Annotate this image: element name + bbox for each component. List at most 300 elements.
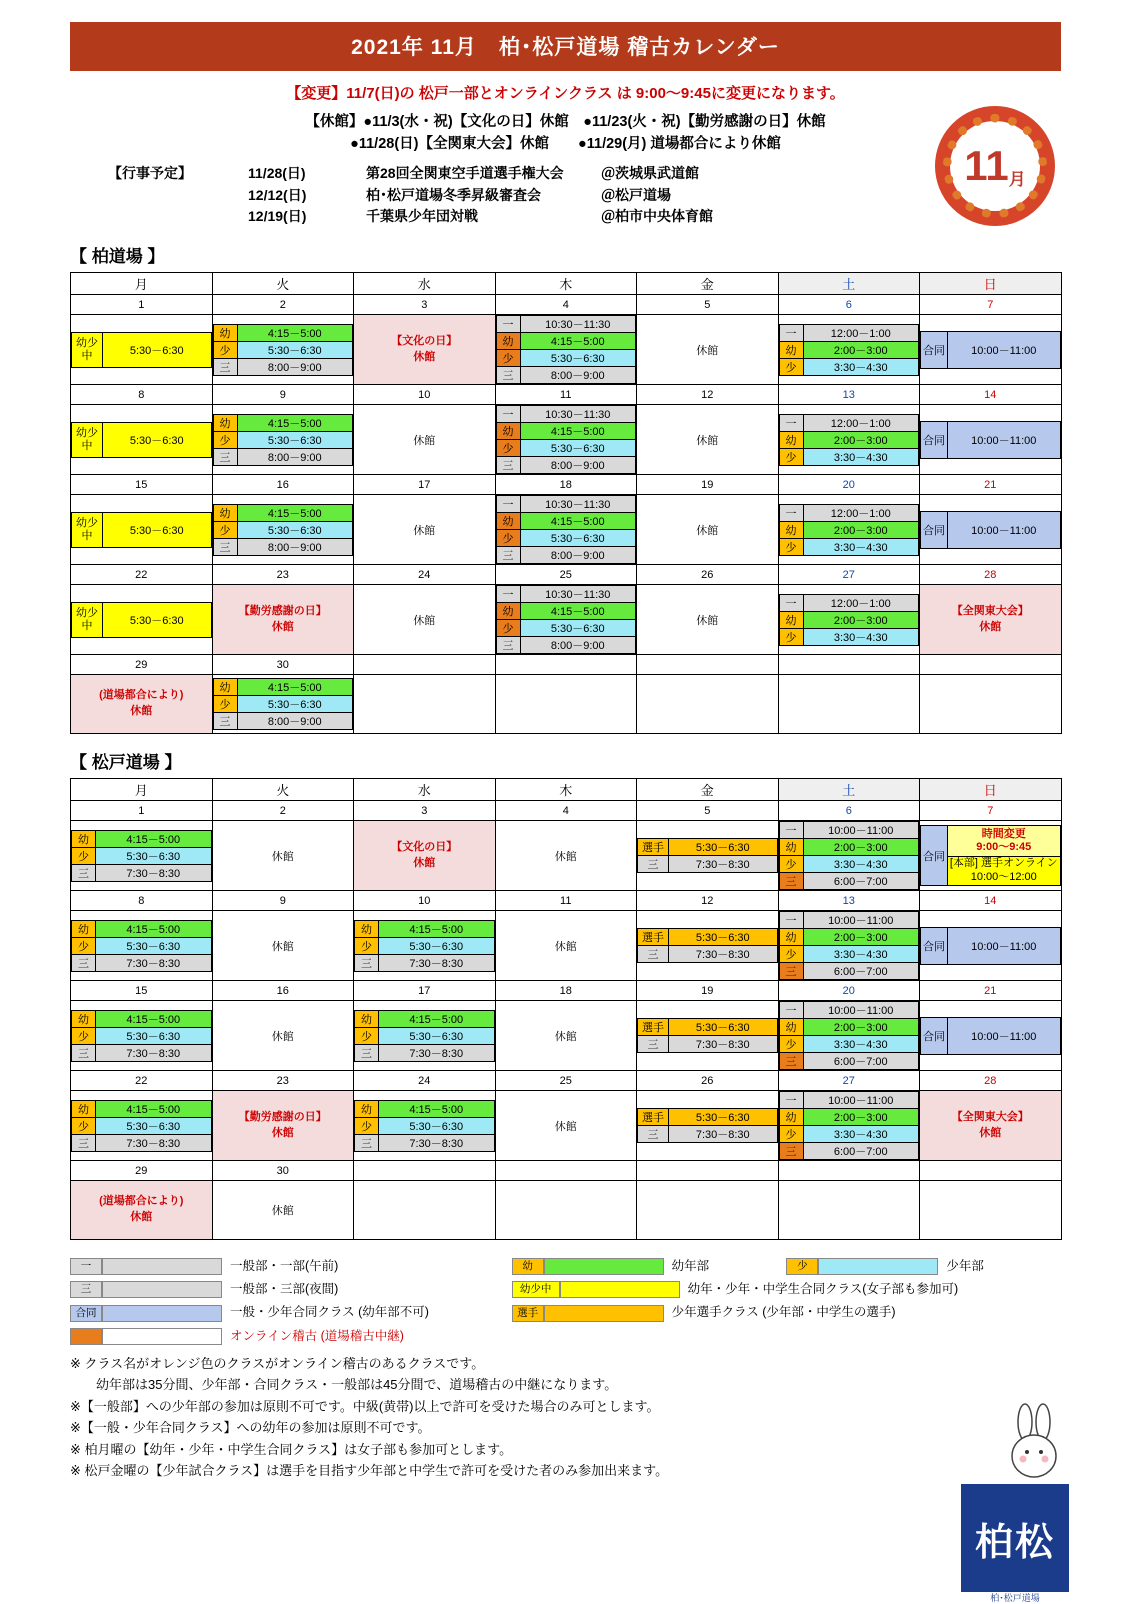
calendar-cell-closed: 休館 xyxy=(354,405,496,475)
calendar-cell-classes[interactable] xyxy=(71,585,213,655)
class-tag: 選手 xyxy=(638,1109,669,1126)
day-number: 3 xyxy=(354,801,496,821)
class-tag: 幼 xyxy=(72,1010,96,1027)
class-tag: 選手 xyxy=(638,929,669,946)
class-tag-joint: 合同 xyxy=(921,826,948,886)
class-tag: 三 xyxy=(72,954,96,971)
calendar-cell-classes[interactable] xyxy=(778,1001,920,1071)
calendar-cell-empty xyxy=(778,675,920,734)
weekday-header: 月 xyxy=(71,273,213,295)
calendar-cell-classes[interactable] xyxy=(71,315,213,385)
class-time: 12:00－1:00 xyxy=(803,414,919,431)
class-tag: 三 xyxy=(496,457,520,474)
weekday-header: 金 xyxy=(637,273,779,295)
class-time: 8:00－9:00 xyxy=(237,448,353,465)
legend-label-shonen: 少年部 xyxy=(946,1259,984,1273)
class-tag: 三 xyxy=(496,637,520,654)
day-number xyxy=(495,1161,637,1181)
legend-label-younen: 幼年部 xyxy=(671,1259,710,1273)
calendar-cell-joint-class[interactable] xyxy=(920,405,1062,475)
day-number: 21 xyxy=(920,981,1062,1001)
day-number: 12 xyxy=(637,891,779,911)
event-place: ＠松戸道場 xyxy=(601,186,671,203)
class-time: 8:00－9:00 xyxy=(520,547,636,564)
class-tag-joint: 合同 xyxy=(921,511,948,548)
class-time: 5:30－6:30 xyxy=(520,530,636,547)
honbu-online-note: [本部] 選手オンライン 10:00〜12:00 xyxy=(948,857,1061,886)
class-tag-joint: 合同 xyxy=(921,927,948,964)
day-number: 19 xyxy=(637,981,779,1001)
day-number: 11 xyxy=(495,385,637,405)
legend-label-goudou: 一般・少年合同クラス (幼年部不可) xyxy=(230,1305,429,1320)
class-time: 4:15－5:00 xyxy=(237,414,353,431)
calendar-cell-joint-class[interactable] xyxy=(920,911,1062,981)
weekday-header: 火 xyxy=(212,779,354,801)
class-time: 5:30－6:30 xyxy=(379,1117,495,1134)
class-time: 4:15－5:00 xyxy=(520,513,636,530)
class-time: 4:15－5:00 xyxy=(237,504,353,521)
legend-item-online xyxy=(70,1324,1061,1347)
class-tag: 選手 xyxy=(638,1019,669,1036)
class-time: 7:30－8:30 xyxy=(669,856,778,873)
calendar-cell-holiday-closed xyxy=(354,315,496,385)
day-number: 22 xyxy=(71,565,213,585)
class-time: 12:00－1:00 xyxy=(803,504,919,521)
class-tag: 一 xyxy=(779,1092,803,1109)
calendar-cell-closed: 休館 xyxy=(212,1001,354,1071)
calendar-cell-classes[interactable] xyxy=(637,1091,779,1161)
closure-notice xyxy=(70,111,1061,156)
footnote-4: ※【一般・少年合同クラス】への幼年の参加は原則不可です。 xyxy=(70,1420,431,1436)
calendar-cell-classes[interactable] xyxy=(495,495,637,565)
class-time: 5:30－6:30 xyxy=(520,350,636,367)
day-number: 8 xyxy=(71,891,213,911)
calendar-cell-empty xyxy=(920,675,1062,734)
kashiwa-table xyxy=(70,272,1062,734)
class-tag: 幼 xyxy=(213,414,237,431)
class-time: 4:15－5:00 xyxy=(379,1010,495,1027)
event-name: 第28回全関東空手道選手権大会 xyxy=(366,164,564,181)
class-tag: 一 xyxy=(779,1002,803,1019)
event-name: 千葉県少年団対戦 xyxy=(366,208,478,225)
class-tag: 幼 xyxy=(355,1100,379,1117)
class-time: 7:30－8:30 xyxy=(96,954,212,971)
class-tag: 三 xyxy=(355,1044,379,1061)
class-tag: 少 xyxy=(72,1027,96,1044)
legend-item-goudou-kids xyxy=(512,1277,1061,1300)
day-number: 14 xyxy=(920,385,1062,405)
calendar-cell-joint-class[interactable] xyxy=(920,315,1062,385)
holiday-text: 休館 xyxy=(413,350,436,363)
calendar-cell-joint-class[interactable] xyxy=(920,1001,1062,1071)
calendar-cell-closed: 休館 xyxy=(212,1181,354,1240)
day-number: 30 xyxy=(212,655,354,675)
class-tag: 三 xyxy=(638,1036,669,1053)
calendar-cell-closed: 休館 xyxy=(495,821,637,891)
calendar-cell-classes[interactable] xyxy=(637,1001,779,1071)
weekday-header: 火 xyxy=(212,273,354,295)
class-tag: 幼少 中 xyxy=(72,602,103,637)
calendar-cell-classes[interactable] xyxy=(495,315,637,385)
holiday-text: 休館 xyxy=(979,1126,1002,1139)
event-schedule xyxy=(70,163,1061,228)
class-time: 5:30－6:30 xyxy=(237,521,353,538)
day-number: 27 xyxy=(778,565,920,585)
legend-bar-ippan-3 xyxy=(102,1281,222,1298)
legend-item-ippan-1 xyxy=(70,1254,512,1277)
class-tag: 少 xyxy=(496,530,520,547)
change-notice: 【変更】11/7(日)の 松戸一部とオンラインクラス は 9:00〜9:45に変更になります。 xyxy=(286,85,845,102)
class-tag: 少 xyxy=(72,1117,96,1134)
class-time: 10:30－11:30 xyxy=(520,406,636,423)
legend-bar-goudou-kids xyxy=(560,1281,680,1298)
calendar-cell-classes[interactable] xyxy=(778,405,920,475)
class-time: 4:15－5:00 xyxy=(96,1010,212,1027)
class-tag: 少 xyxy=(779,538,803,555)
class-tag: 少 xyxy=(355,1117,379,1134)
class-tag: 三 xyxy=(496,367,520,384)
class-tag: 幼 xyxy=(213,679,237,696)
day-number xyxy=(354,655,496,675)
class-time: 3:30－4:30 xyxy=(803,1126,919,1143)
legend xyxy=(70,1254,1061,1347)
calendar-cell-holiday-closed xyxy=(354,821,496,891)
day-number: 24 xyxy=(354,565,496,585)
footnote-3: ※【一般部】への少年部の参加は原則不可です。中級(黄帯)以上で許可を受けた場合のみ可とします。 xyxy=(70,1398,660,1414)
class-tag: 少 xyxy=(779,358,803,375)
class-time: 8:00－9:00 xyxy=(520,367,636,384)
day-number: 27 xyxy=(778,1071,920,1091)
class-time: 12:00－1:00 xyxy=(803,594,919,611)
month-number: 11 xyxy=(964,142,1009,189)
class-time: 4:15－5:00 xyxy=(520,333,636,350)
day-number: 2 xyxy=(212,295,354,315)
holiday-text: 【文化の日】 xyxy=(391,840,458,853)
legend-chip-goudou-kids: 幼少中 xyxy=(512,1281,560,1298)
day-number: 3 xyxy=(354,295,496,315)
class-tag: 少 xyxy=(72,847,96,864)
legend-chip-online xyxy=(70,1328,102,1345)
class-time: 2:00－3:00 xyxy=(803,1019,919,1036)
class-time: 5:30－6:30 xyxy=(96,1027,212,1044)
class-tag: 三 xyxy=(638,856,669,873)
class-time-joint: 10:00－11:00 xyxy=(948,927,1061,964)
day-number: 21 xyxy=(920,475,1062,495)
calendar-cell-classes[interactable] xyxy=(778,911,920,981)
calendar-cell-classes[interactable] xyxy=(495,585,637,655)
event-date: 12/12(日) xyxy=(248,186,307,203)
event-row xyxy=(108,163,1061,185)
day-number: 13 xyxy=(778,891,920,911)
day-number: 8 xyxy=(71,385,213,405)
class-time: 4:15－5:00 xyxy=(96,920,212,937)
class-tag: 幼 xyxy=(779,1019,803,1036)
day-number: 15 xyxy=(71,475,213,495)
class-time: 3:30－4:30 xyxy=(803,358,919,375)
class-tag: 幼 xyxy=(779,1109,803,1126)
calendar-cell-classes[interactable] xyxy=(778,495,920,565)
calendar-cell-closed: 休館 xyxy=(212,911,354,981)
day-number: 13 xyxy=(778,385,920,405)
class-tag: 少 xyxy=(779,1036,803,1053)
calendar-cell-classes[interactable] xyxy=(212,405,354,475)
class-tag: 少 xyxy=(496,350,520,367)
class-tag: 三 xyxy=(72,1044,96,1061)
day-number: 23 xyxy=(212,1071,354,1091)
class-time: 2:00－3:00 xyxy=(803,839,919,856)
legend-chip-senshu: 選手 xyxy=(512,1305,544,1322)
class-time: 7:30－8:30 xyxy=(669,946,778,963)
day-number: 26 xyxy=(637,565,779,585)
day-number: 4 xyxy=(495,295,637,315)
day-number: 5 xyxy=(637,801,779,821)
class-tag: 少 xyxy=(213,696,237,713)
day-number: 18 xyxy=(495,475,637,495)
closure-line-1: 【休館】●11/3(水・祝)【文化の日】休館 ●11/23(火・祝)【勤労感謝の日】休館 xyxy=(305,114,826,130)
class-time: 5:30－6:30 xyxy=(669,1019,778,1036)
day-number: 4 xyxy=(495,801,637,821)
legend-label-goudou-kids: 幼年・少年・中学生合同クラス(女子部も参加可) xyxy=(687,1282,959,1297)
class-tag: 三 xyxy=(213,358,237,375)
calendar-cell-classes[interactable] xyxy=(212,495,354,565)
legend-bar-goudou xyxy=(102,1305,222,1322)
day-number: 29 xyxy=(71,655,213,675)
class-tag: 幼少 中 xyxy=(72,422,103,457)
class-time: 2:00－3:00 xyxy=(803,611,919,628)
day-number: 19 xyxy=(637,475,779,495)
day-number: 6 xyxy=(778,801,920,821)
calendar-cell-classes[interactable] xyxy=(354,1001,496,1071)
event-row xyxy=(108,206,1061,228)
day-number: 17 xyxy=(354,475,496,495)
calendar-cell-sunday-special[interactable] xyxy=(920,821,1062,891)
calendar-cell-classes[interactable] xyxy=(354,1091,496,1161)
class-tag: 幼 xyxy=(496,603,520,620)
legend-item-shonen xyxy=(786,1254,1061,1277)
day-number xyxy=(637,1161,779,1181)
day-number: 16 xyxy=(212,981,354,1001)
class-time: 7:30－8:30 xyxy=(96,1134,212,1151)
class-time: 8:00－9:00 xyxy=(237,713,353,730)
weekday-header: 日 xyxy=(920,779,1062,801)
class-tag: 少 xyxy=(779,946,803,963)
class-tag: 一 xyxy=(779,504,803,521)
class-tag: 三 xyxy=(355,954,379,971)
class-tag: 一 xyxy=(779,594,803,611)
calendar-cell-closed: 休館 xyxy=(637,585,779,655)
class-time: 5:30－6:30 xyxy=(103,602,212,637)
calendar-cell-classes[interactable] xyxy=(778,1091,920,1161)
calendar-cell-empty xyxy=(495,1181,637,1240)
class-time: 7:30－8:30 xyxy=(379,954,495,971)
calendar-cell-holiday-closed xyxy=(920,1091,1062,1161)
calendar-cell-classes[interactable] xyxy=(495,405,637,475)
time-change-note: 時間変更 9:00〜9:45 xyxy=(948,826,1061,857)
day-number: 10 xyxy=(354,385,496,405)
day-number: 24 xyxy=(354,1071,496,1091)
class-time: 7:30－8:30 xyxy=(669,1126,778,1143)
calendar-cell-empty xyxy=(495,675,637,734)
class-time: 5:30－6:30 xyxy=(96,847,212,864)
calendar-cell-empty xyxy=(354,675,496,734)
class-time: 5:30－6:30 xyxy=(520,440,636,457)
class-time: 4:15－5:00 xyxy=(379,1100,495,1117)
legend-chip-younen: 幼 xyxy=(512,1258,544,1275)
calendar-cell-classes[interactable] xyxy=(637,911,779,981)
class-tag: 三 xyxy=(72,864,96,881)
calendar-cell-classes[interactable] xyxy=(637,821,779,891)
class-time: 5:30－6:30 xyxy=(237,431,353,448)
holiday-text: 休館 xyxy=(130,1211,153,1223)
calendar-cell-classes[interactable] xyxy=(71,821,213,891)
class-time: 5:30－6:30 xyxy=(96,1117,212,1134)
dojo-seal: 柏松 xyxy=(961,1484,1069,1592)
calendar-cell-classes[interactable] xyxy=(71,911,213,981)
legend-label-senshu: 少年選手クラス (少年部・中学生の選手) xyxy=(671,1305,896,1320)
class-time: 2:00－3:00 xyxy=(803,1109,919,1126)
class-time: 3:30－4:30 xyxy=(803,1036,919,1053)
class-time: 6:00－7:00 xyxy=(803,873,919,890)
calendar-cell-joint-class[interactable] xyxy=(920,495,1062,565)
day-number: 10 xyxy=(354,891,496,911)
class-time: 3:30－4:30 xyxy=(803,538,919,555)
class-time-joint: 10:00－11:00 xyxy=(948,1017,1061,1054)
weekday-header: 水 xyxy=(354,273,496,295)
day-number xyxy=(778,655,920,675)
month-suffix: 月 xyxy=(1008,169,1026,189)
autumn-leaf-wreath-icon xyxy=(921,98,1069,238)
calendar-cell-empty xyxy=(637,1181,779,1240)
legend-label-ippan-3: 一般部・三部(夜間) xyxy=(230,1282,339,1297)
class-tag: 三 xyxy=(638,946,669,963)
day-number: 15 xyxy=(71,981,213,1001)
class-tag: 少 xyxy=(779,448,803,465)
class-time: 7:30－8:30 xyxy=(669,1036,778,1053)
calendar-cell-classes[interactable] xyxy=(778,821,920,891)
day-number xyxy=(637,655,779,675)
day-number: 5 xyxy=(637,295,779,315)
event-date: 12/19(日) xyxy=(248,208,307,225)
class-time: 5:30－6:30 xyxy=(103,512,212,547)
calendar-cell-holiday-closed xyxy=(71,675,213,734)
class-time: 5:30－6:30 xyxy=(520,620,636,637)
class-time: 5:30－6:30 xyxy=(379,937,495,954)
calendar-cell-holiday-closed xyxy=(212,585,354,655)
class-tag: 少 xyxy=(779,856,803,873)
class-time: 5:30－6:30 xyxy=(103,332,212,367)
matsudo-section-title: 【 松戸道場 】 xyxy=(70,753,182,772)
event-place: ＠柏市中央体育館 xyxy=(601,208,713,225)
class-tag: 幼 xyxy=(496,423,520,440)
weekday-header: 水 xyxy=(354,779,496,801)
class-tag: 幼 xyxy=(72,920,96,937)
day-number: 22 xyxy=(71,1071,213,1091)
calendar-cell-classes[interactable] xyxy=(778,585,920,655)
day-number xyxy=(920,655,1062,675)
class-tag: 一 xyxy=(779,414,803,431)
class-tag: 幼 xyxy=(779,611,803,628)
calendar-cell-classes[interactable] xyxy=(212,675,354,734)
legend-chip-goudou: 合同 xyxy=(70,1305,102,1322)
class-tag: 三 xyxy=(779,873,803,890)
day-number xyxy=(778,1161,920,1181)
weekday-header: 土 xyxy=(778,779,920,801)
day-number: 1 xyxy=(71,295,213,315)
class-tag: 幼 xyxy=(779,839,803,856)
holiday-text: (道場都合により) xyxy=(99,1195,184,1208)
legend-chip-shonen: 少 xyxy=(786,1258,818,1275)
class-time: 3:30－4:30 xyxy=(803,448,919,465)
class-tag: 幼少 中 xyxy=(72,332,103,367)
class-tag: 三 xyxy=(779,1053,803,1070)
class-tag: 幼 xyxy=(779,521,803,538)
class-tag: 少 xyxy=(496,440,520,457)
holiday-text: 休館 xyxy=(271,620,294,633)
holiday-text: 【勤労感謝の日】 xyxy=(238,1110,327,1123)
class-tag: 三 xyxy=(355,1134,379,1151)
class-tag: 幼 xyxy=(355,920,379,937)
closure-line-2: ●11/28(日)【全関東大会】休館 ●11/29(月) 道場都合により休館 xyxy=(350,136,781,153)
footnotes xyxy=(70,1353,930,1482)
holiday-text: 休館 xyxy=(413,856,436,869)
class-tag: 少 xyxy=(72,937,96,954)
class-time: 4:15－5:00 xyxy=(237,324,353,341)
calendar-cell-classes[interactable] xyxy=(71,495,213,565)
class-tag: 幼 xyxy=(779,341,803,358)
class-tag: 少 xyxy=(213,341,237,358)
day-number: 29 xyxy=(71,1161,213,1181)
day-number: 20 xyxy=(778,981,920,1001)
matsudo-table xyxy=(70,778,1062,1240)
day-number: 6 xyxy=(778,295,920,315)
day-number: 14 xyxy=(920,891,1062,911)
day-number: 26 xyxy=(637,1071,779,1091)
class-time: 7:30－8:30 xyxy=(96,1044,212,1061)
calendar-cell-classes[interactable] xyxy=(71,1091,213,1161)
class-tag-joint: 合同 xyxy=(921,421,948,458)
class-time: 5:30－6:30 xyxy=(669,929,778,946)
kashiwa-calendar xyxy=(70,272,1061,734)
calendar-cell-classes[interactable] xyxy=(71,1001,213,1071)
legend-item-goudou xyxy=(70,1300,512,1323)
class-tag: 三 xyxy=(213,448,237,465)
legend-bar-shonen xyxy=(818,1258,938,1275)
class-tag: 三 xyxy=(72,1134,96,1151)
calendar-cell-holiday-closed xyxy=(212,1091,354,1161)
class-tag: 幼 xyxy=(779,929,803,946)
class-time: 10:00－11:00 xyxy=(803,822,919,839)
calendar-cell-classes[interactable] xyxy=(71,405,213,475)
class-tag: 幼 xyxy=(355,1010,379,1027)
class-tag: 選手 xyxy=(638,839,669,856)
weekday-header: 金 xyxy=(637,779,779,801)
calendar-cell-classes[interactable] xyxy=(354,911,496,981)
class-time: 5:30－6:30 xyxy=(237,696,353,713)
class-tag: 三 xyxy=(779,963,803,980)
calendar-cell-classes[interactable] xyxy=(778,315,920,385)
class-tag: 一 xyxy=(779,912,803,929)
class-tag: 少 xyxy=(355,937,379,954)
class-time-joint: 10:00－11:00 xyxy=(948,421,1061,458)
class-time: 8:00－9:00 xyxy=(520,457,636,474)
footnote-1: ※ クラス名がオレンジ色のクラスがオンライン稽古のあるクラスです。 xyxy=(70,1355,485,1371)
class-tag: 一 xyxy=(496,406,520,423)
calendar-cell-closed: 休館 xyxy=(637,315,779,385)
class-time: 7:30－8:30 xyxy=(379,1044,495,1061)
class-time: 5:30－6:30 xyxy=(379,1027,495,1044)
class-tag: 三 xyxy=(779,1143,803,1160)
calendar-cell-classes[interactable] xyxy=(212,315,354,385)
